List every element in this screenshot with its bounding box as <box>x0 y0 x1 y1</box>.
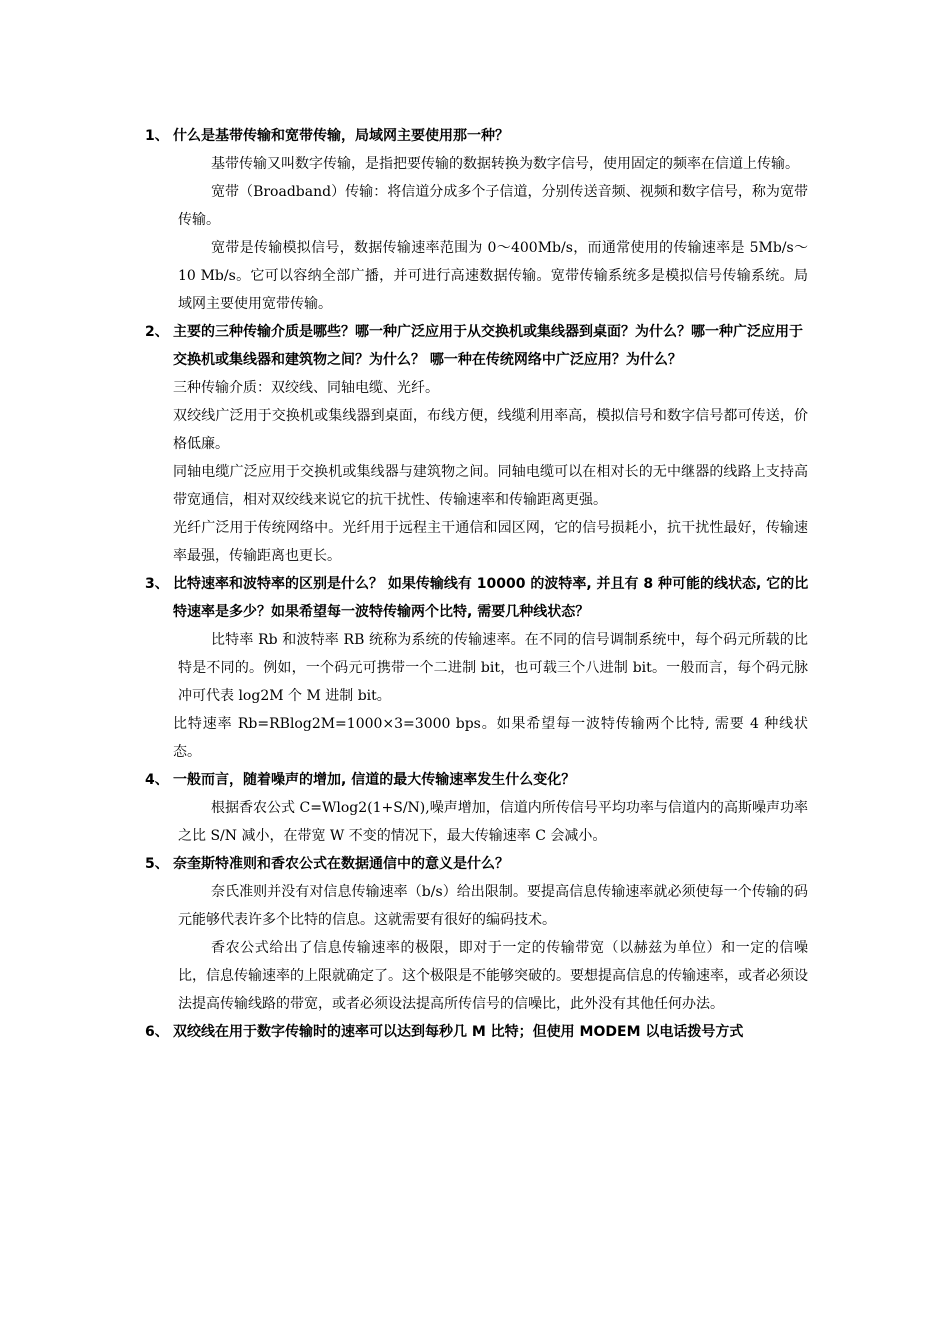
question-heading <box>145 570 810 626</box>
question-number: 3、 <box>145 576 169 592</box>
question-title: 双绞线在用于数字传输时的速率可以达到每秒几 M 比特；但使用 MODEM 以电话拨号方式 <box>173 1024 744 1040</box>
answer-paragraph: 三种传输介质：双绞线、同轴电缆、光纤。 <box>173 380 439 396</box>
question-number: 2、 <box>145 324 169 340</box>
question-title: 一般而言，随着噪声的增加, 信道的最大传输速率发生什么变化？ <box>173 772 576 788</box>
question-number: 1、 <box>145 128 169 144</box>
question-heading <box>145 122 810 150</box>
question-title: 主要的三种传输介质是哪些？哪一种广泛应用于从交换机或集线器到桌面？为什么？哪一种广泛应用于交换机或集线器和建筑物之间？为什么？ 哪一种在传统网络中广泛应用？为什么？ <box>173 324 803 368</box>
answer-paragraph: 宽带是传输模拟信号，数据传输速率范围为 0～400Mb/s，而通常使用的传输速率是 5Mb/s～10 Mb/s。它可以容纳全部广播，并可进行高速数据传输。宽带传输系统多是模拟信号传输系统。局域网主要使用宽带传输。 <box>178 240 808 312</box>
answer-paragraph: 双绞线广泛用于交换机或集线器到桌面，布线方便，线缆利用率高，模拟信号和数字信号都可传送，价格低廉。 <box>173 408 808 452</box>
question-heading <box>145 850 810 878</box>
answer-paragraph: 比特速率 Rb=RBlog2M=1000×3=3000 bps。如果希望每一波特传输两个比特, 需要 4 种线状态。 <box>173 716 808 760</box>
document-body <box>0 122 950 1046</box>
answer-paragraph: 宽带（Broadband）传输：将信道分成多个子信道，分别传送音频、视频和数字信号，称为宽带传输。 <box>178 184 808 228</box>
question-title: 比特速率和波特率的区别是什么？ 如果传输线有 10000 的波特率, 并且有 8 种可能的线状态, 它的比特速率是多少？如果希望每一波特传输两个比特, 需要几种线状态？ <box>173 576 809 620</box>
answer-paragraph: 香农公式给出了信息传输速率的极限，即对于一定的传输带宽（以赫兹为单位）和一定的信噪比，信息传输速率的上限就确定了。这个极限是不能够突破的。要想提高信息的传输速率，或者必须设法提高传输线路的带宽，或者必须设法提高所传信号的信噪比，此外没有其他任何办法。 <box>178 940 808 1012</box>
answer-paragraph: 奈氏准则并没有对信息传输速率（b/s）给出限制。要提高信息传输速率就必须使每一个传输的码元能够代表许多个比特的信息。这就需要有很好的编码技术。 <box>178 884 808 928</box>
question-heading <box>145 766 810 794</box>
question-number: 4、 <box>145 772 169 788</box>
answer-paragraph: 同轴电缆广泛应用于交换机或集线器与建筑物之间。同轴电缆可以在相对长的无中继器的线路上支持高带宽通信，相对双绞线来说它的抗干扰性、传输速率和传输距离更强。 <box>173 464 808 508</box>
question-number: 5、 <box>145 856 169 872</box>
answer-paragraph: 光纤广泛用于传统网络中。光纤用于远程主干通信和园区网，它的信号损耗小，抗干扰性最好，传输速率最强，传输距离也更长。 <box>173 520 808 564</box>
question-title: 奈奎斯特准则和香农公式在数据通信中的意义是什么？ <box>173 856 509 872</box>
question-heading <box>145 318 810 374</box>
answer-paragraph: 基带传输又叫数字传输，是指把要传输的数据转换为数字信号，使用固定的频率在信道上传输。 <box>211 156 799 172</box>
question-title: 什么是基带传输和宽带传输，局域网主要使用那一种？ <box>173 128 509 144</box>
answer-paragraph: 根据香农公式 C=Wlog2(1+S/N),噪声增加，信道内所传信号平均功率与信道内的高斯噪声功率之比 S/N 减小，在带宽 W 不变的情况下，最大传输速率 C 会减小。 <box>178 800 808 844</box>
answer-paragraph: 比特率 Rb 和波特率 RB 统称为系统的传输速率。在不同的信号调制系统中，每个码元所载的比特是不同的。例如，一个码元可携带一个二进制 bit，也可载三个八进制 bit。一般而言，每个码元脉冲可代表 log2M 个 M 进制 bit。 <box>178 632 808 704</box>
question-heading <box>145 1018 810 1046</box>
question-number: 6、 <box>145 1024 169 1040</box>
